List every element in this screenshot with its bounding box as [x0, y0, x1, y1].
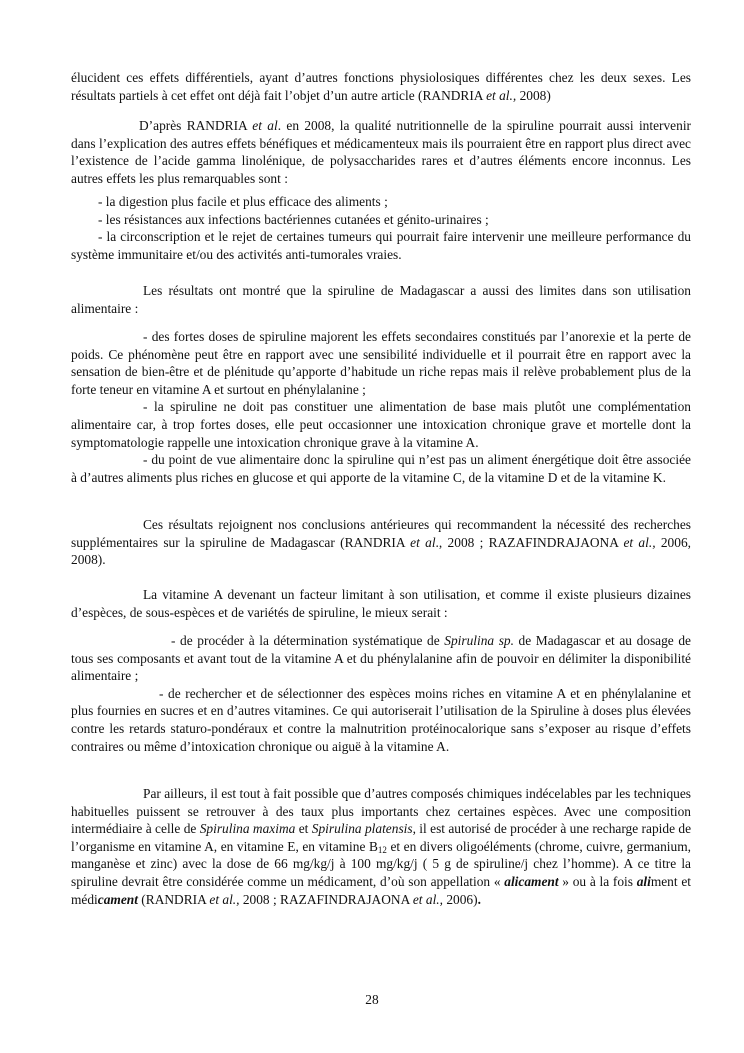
- list-item: - de procéder à la détermination systématique de Spirulina sp. de Madagascar et au dosage de tous ses composants et avant tout de la vitamine A et du phénylalanine afin de pouvoir en délimiter la disponibilité alimentaire ;: [71, 633, 691, 684]
- limits-list: [71, 328, 691, 486]
- list-item: - du point de vue alimentaire donc la spiruline qui n’est pas un aliment énergétique doit être associée à d’autres aliments plus riches en glucose et qui apporte de la vitamine C, de la vitamine D et de la vitamine K.: [71, 452, 691, 485]
- recommendations-list: [71, 632, 691, 755]
- list-item: - la spiruline ne doit pas constituer une alimentation de base mais plutôt une complémentation alimentaire car, à trop fortes doses, elle peut occasionner une intoxication chronique grave et mortelle dont la symptomatologie rappelle une intoxication chronique grave à la vitamine A.: [71, 399, 691, 450]
- paragraph-conclusions: Ces résultats rejoignent nos conclusions antérieures qui recommandent la nécessité des recherches supplémentaires sur la spiruline de Madagascar (RANDRIA et al., 2008 ; RAZAFINDRAJAONA et al., 2006, 2008).: [71, 517, 691, 568]
- list-item: - des fortes doses de spiruline majorent les effets secondaires constitués par l’anorexie et la perte de poids. Ce phénomène peut être en rapport avec une sensibilité individuelle et il pourrait être en rapport avec la sensation de bien-être et de plénitude qu’apporte d’habitude un riche repas mais il relève probablement plus de la forte teneur en vitamine A et surtout en phénylalanine ;: [71, 329, 691, 397]
- paragraph-alicament: Par ailleurs, il est tout à fait possible que d’autres composés chimiques indécelables par les techniques habituelles puissent se retrouver à des taux plus importants chez certaines espèces. Avec une composition intermédiaire à celle de Spirulina maxima et Spirulina platensis, il est autorisé de procéder à une recharge rapide de l’organisme en vitamine A, en vitamine E, en vitamine $B_{12}$ et en divers oligoéléments (chrome, cuivre, germanium, manganèse et zinc) avec la dose de 66 mg/kg/j à 100 mg/kg/j ( 5 g de spiruline/j chez l’homme). A ce titre la spiruline devrait être considérée comme un médicament, d’où son appellation « alicament » ou à la fois aliment et médicament (RANDRIA et al., 2008 ; RAZAFINDRAJAONA et al., 2006).: [71, 786, 692, 907]
- paragraph-randria-quality: D’après RANDRIA et al. en 2008, la qualité nutritionnelle de la spiruline pourrait aussi intervenir dans l’explication des autres effets bénéfiques et médicamenteux mais ils pourraient être en rapport plus direct avec l’existence de l’acide gamma linolénique, de polysaccharides rares et d’autres éléments encore inconnus. Les autres effets les plus remarquables sont :: [71, 118, 691, 186]
- list-item: - la circonscription et le rejet de certaines tumeurs qui pourrait faire intervenir une meilleure performance du système immunitaire et/ou des activités anti-tumorales vraies.: [71, 229, 691, 262]
- paragraph-intro: élucident ces effets différentiels, ayant d’autres fonctions physiolosiques différentes chez les deux sexes. Les résultats partiels à cet effet ont déjà fait l’objet d’un autre article (RANDRIA et al., 2008): [71, 70, 691, 103]
- page-number: 28: [365, 992, 379, 1007]
- list-item: - de rechercher et de sélectionner des espèces moins riches en vitamine A et en phénylalanine et plus fournies en sucres et en d’autres vitamines. Ce qui autoriserait l’utilisation de la Spiruline à doses plus élevées contre les retards staturo-pondéraux et contre la malnutrition protéinocalorique sans s’exposer au risque d’effets contraires ou même d’intoxication chronique ou aiguë à la vitamine A.: [71, 685, 691, 754]
- effects-list: [71, 193, 691, 263]
- list-item: - les résistances aux infections bactériennes cutanées et génito-urinaires ;: [98, 211, 489, 227]
- paragraph-vitamin-a: La vitamine A devenant un facteur limitant à son utilisation, et comme il existe plusieurs dizaines d’espèces, de sous-espèces et de variétés de spiruline, le mieux serait :: [71, 587, 691, 620]
- paragraph-limits: Les résultats ont montré que la spiruline de Madagascar a aussi des limites dans son utilisation alimentaire :: [71, 283, 691, 316]
- list-item: - la digestion plus facile et plus efficace des aliments ;: [98, 194, 388, 209]
